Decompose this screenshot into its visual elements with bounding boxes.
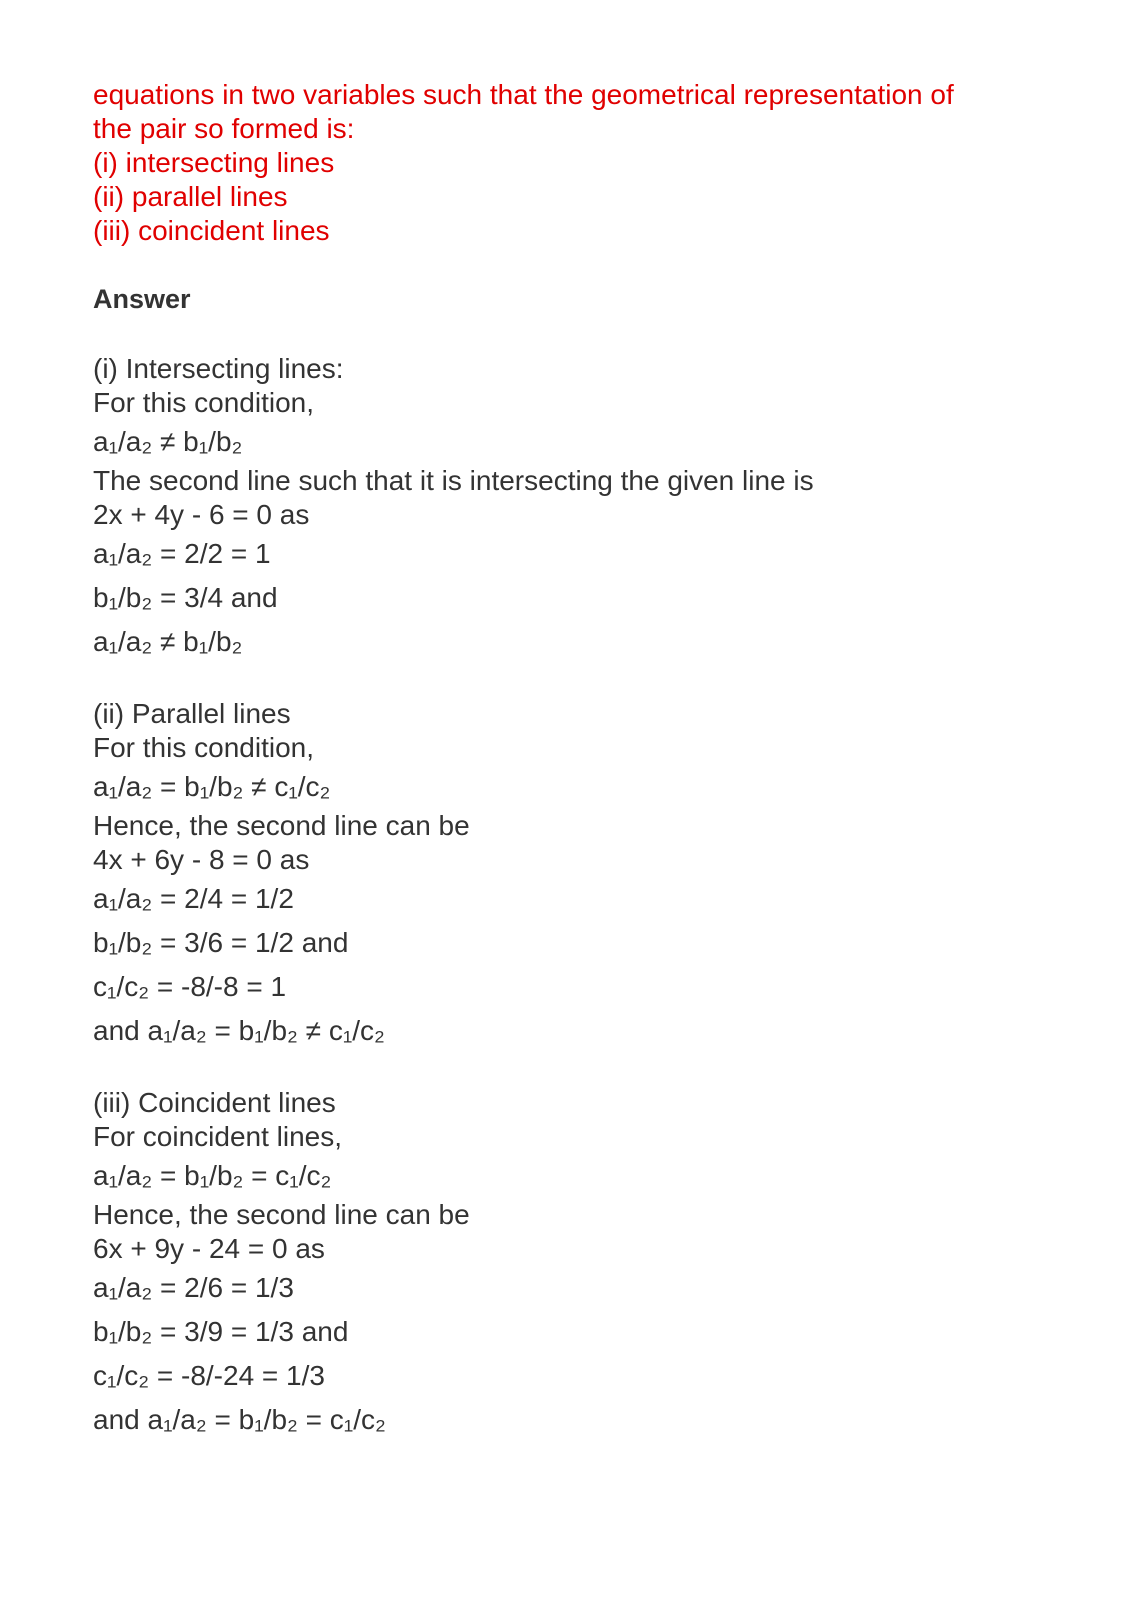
condition-intro: For this condition, bbox=[93, 732, 314, 763]
equation: 4x + 6y - 8 = 0 as bbox=[93, 844, 310, 875]
condition-formula: a₁/a₂ = b₁/b₂ = c₁/c₂ bbox=[93, 1160, 332, 1191]
question-block bbox=[93, 78, 1053, 248]
condition-formula: a₁/a₂ ≠ b₁/b₂ bbox=[93, 426, 243, 457]
step: and a₁/a₂ = b₁/b₂ = c₁/c₂ bbox=[93, 1404, 386, 1435]
section-intersecting bbox=[93, 352, 1053, 664]
condition-formula: a₁/a₂ = b₁/b₂ ≠ c₁/c₂ bbox=[93, 771, 331, 802]
question-option-coincident: (iii) coincident lines bbox=[93, 215, 330, 246]
step: b₁/b₂ = 3/6 = 1/2 and bbox=[93, 927, 349, 958]
step: c₁/c₂ = -8/-8 = 1 bbox=[93, 971, 287, 1002]
step: and a₁/a₂ = b₁/b₂ ≠ c₁/c₂ bbox=[93, 1015, 385, 1046]
step: a₁/a₂ = 2/6 = 1/3 bbox=[93, 1272, 294, 1303]
question-option-intersecting: (i) intersecting lines bbox=[93, 147, 335, 178]
step: a₁/a₂ = 2/4 = 1/2 bbox=[93, 883, 294, 914]
section-parallel bbox=[93, 697, 1053, 1053]
step: b₁/b₂ = 3/4 and bbox=[93, 582, 278, 613]
equation: 2x + 4y - 6 = 0 as bbox=[93, 499, 310, 530]
question-option-parallel: (ii) parallel lines bbox=[93, 181, 288, 212]
section-coincident bbox=[93, 1086, 1053, 1442]
step: a₁/a₂ = 2/2 = 1 bbox=[93, 538, 271, 569]
section-title: (ii) Parallel lines bbox=[93, 698, 291, 729]
condition-intro: For this condition, bbox=[93, 387, 314, 418]
explanation: Hence, the second line can be bbox=[93, 1199, 470, 1230]
answer-heading: Answer bbox=[93, 284, 191, 314]
explanation: Hence, the second line can be bbox=[93, 810, 470, 841]
condition-intro: For coincident lines, bbox=[93, 1121, 343, 1152]
explanation: The second line such that it is intersecting the given line is bbox=[93, 465, 814, 496]
step: a₁/a₂ ≠ b₁/b₂ bbox=[93, 626, 243, 657]
step: c₁/c₂ = -8/-24 = 1/3 bbox=[93, 1360, 325, 1391]
section-title: (iii) Coincident lines bbox=[93, 1087, 336, 1118]
document-page bbox=[93, 78, 1053, 1442]
step: b₁/b₂ = 3/9 = 1/3 and bbox=[93, 1316, 349, 1347]
equation: 6x + 9y - 24 = 0 as bbox=[93, 1233, 325, 1264]
question-line: the pair so formed is: bbox=[93, 113, 355, 144]
question-line: equations in two variables such that the geometrical representation of bbox=[93, 79, 954, 110]
section-title: (i) Intersecting lines: bbox=[93, 353, 344, 384]
